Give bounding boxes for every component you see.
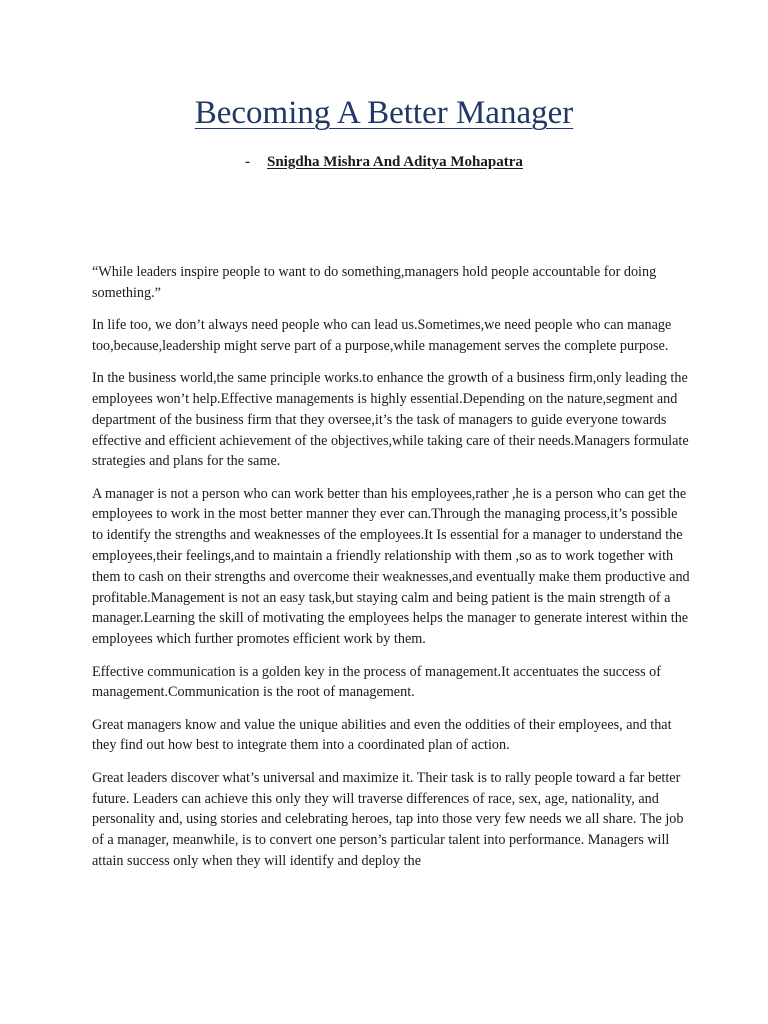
paragraph: A manager is not a person who can work better than his employees,rather ,he is a person who can get the employees to work in the most better manner they ever can.Through the managing process,it’s possible to identify the strengths and weaknesses of the employees.It Is essential for a manager to understand the employees,their feelings,and to maintain a friendly relationship with them ,so as to work together with them to cash on their strengths and overcome their weaknesses,and eventually make them productive and profitable.Management is not an easy task,but staying calm and being patient is the main strength of a manager.Learning the skill of motivating the employees helps the manager to generate interest within the employees which further promotes efficient work by them. xyxy=(92,485,690,648)
author-dash: - xyxy=(245,154,250,170)
document-body xyxy=(92,262,692,883)
document-title: Becoming A Better Manager xyxy=(194,95,574,131)
paragraph-quote: “While leaders inspire people to want to do something,managers hold people accountable for doing something.” xyxy=(92,264,657,301)
paragraph: In the business world,the same principle works.to enhance the growth of a business firm,only leading the employees won’t help.Effective managements is highly essential.Depending on the nature,segment and department of the business firm that they oversee,it’s the task of managers to guide everyone towards effective and efficient achievement of the objectives,while taking care of their needs.Managers formulate strategies and plans for the same. xyxy=(92,370,689,470)
paragraph: Effective communication is a golden key in the process of management.It accentuates the success of management.Communication is the root of management. xyxy=(92,663,662,701)
paragraph: Great leaders discover what’s universal and maximize it. Their task is to rally people toward a far better future. Leaders can achieve this only they will traverse differences of race, sex, age, nationality, and personality and, using stories and celebrating heroes, tap into those very few needs we all share. The job of a manager, meanwhile, is to convert one person’s particular talent into performance. Managers will attain success only when they will identify and deploy the xyxy=(92,769,684,869)
paragraph: Great managers know and value the unique abilities and even the oddities of their employees, and that they find out how best to integrate them into a coordinated plan of action. xyxy=(92,716,672,754)
author-line xyxy=(245,152,523,172)
author-names: Snigdha Mishra And Aditya Mohapatra xyxy=(267,154,523,170)
paragraph: In life too, we don’t always need people who can lead us.Sometimes,we need people who can manage too,because,leadership might serve part of a purpose,while management serves the complete purpose. xyxy=(92,317,672,354)
